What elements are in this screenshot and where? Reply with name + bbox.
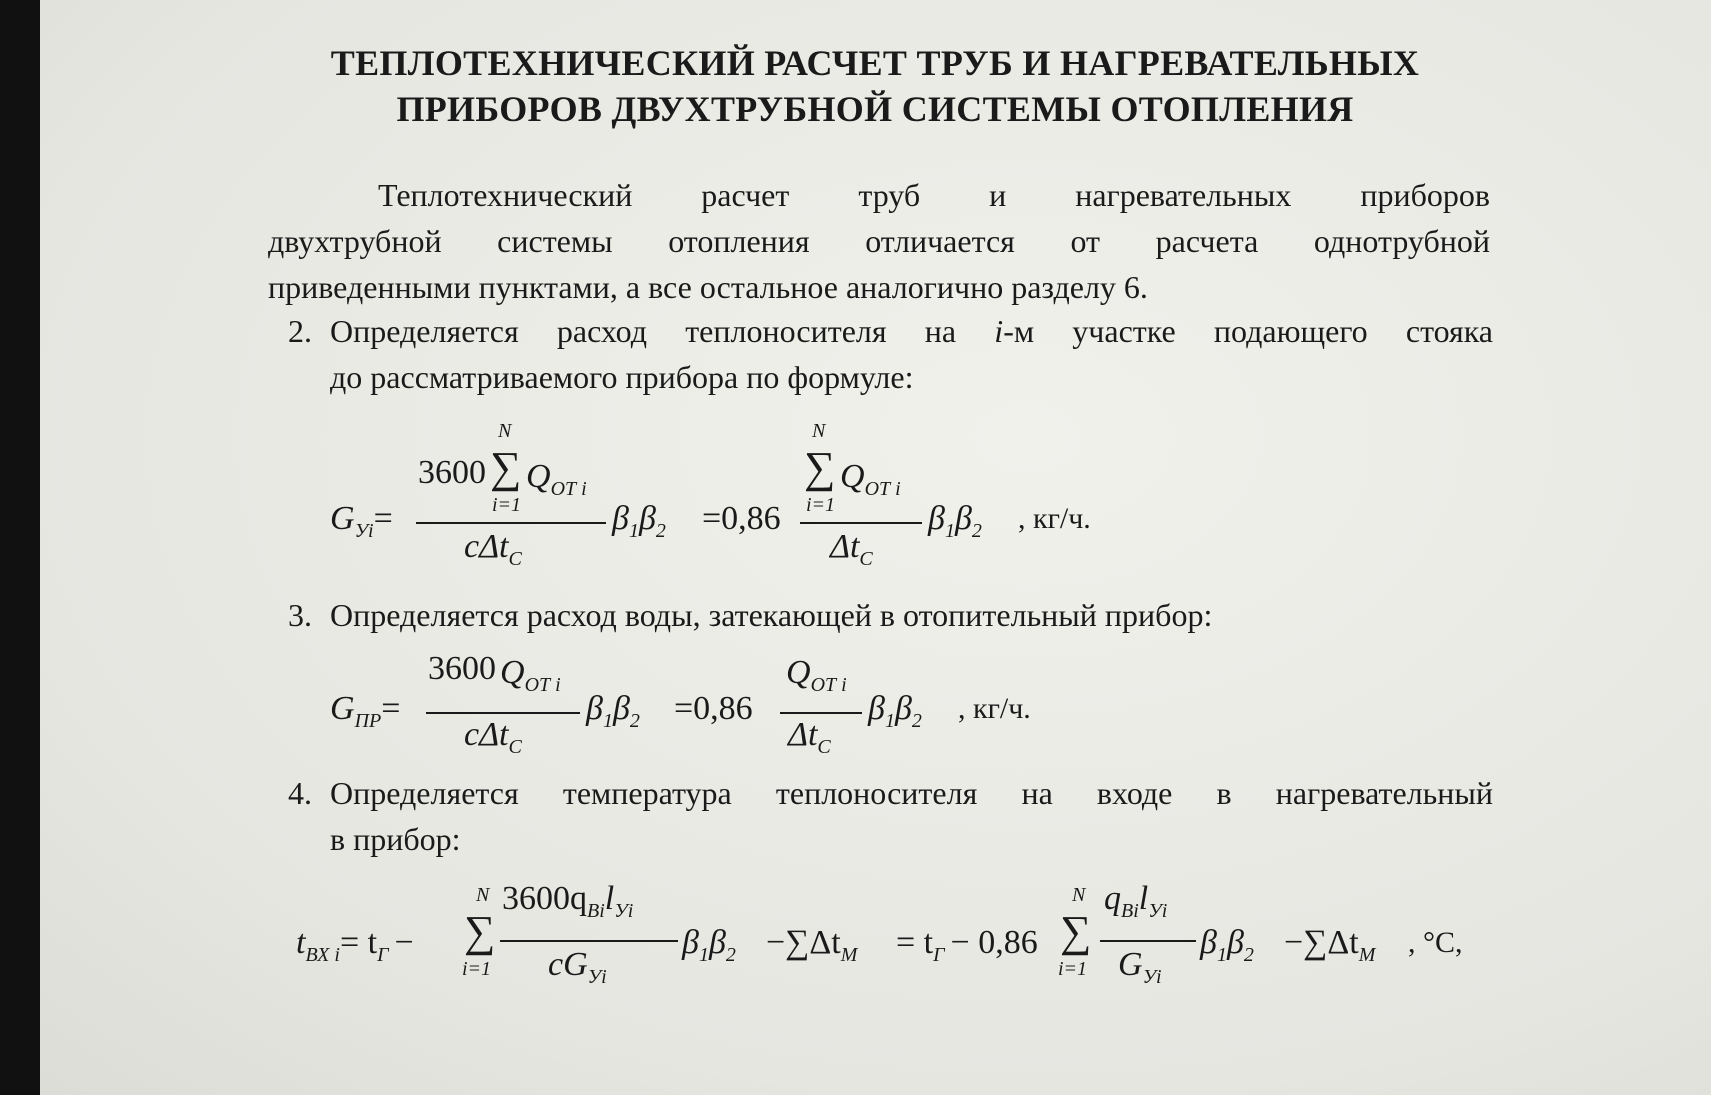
symbol: cG xyxy=(548,946,588,983)
minus: − xyxy=(394,924,414,961)
sum-upper-limit: N xyxy=(476,884,490,906)
subscript: C xyxy=(508,736,522,758)
symbol: β xyxy=(708,924,726,961)
symbol: l xyxy=(604,880,615,917)
subscript: C xyxy=(508,548,522,570)
symbol: β xyxy=(1200,924,1217,961)
fraction-bar xyxy=(800,522,922,524)
intro-paragraph xyxy=(268,172,1490,310)
formula-lhs xyxy=(296,924,414,966)
intro-line-1: Теплотехнический расчет труб и нагревательных приборов xyxy=(378,177,1490,213)
symbol: = t xyxy=(896,924,934,961)
symbol: β xyxy=(682,924,699,961)
scan-edge xyxy=(0,0,40,1095)
symbol: cΔt xyxy=(464,716,509,753)
numerator-q xyxy=(786,654,847,696)
symbol: β xyxy=(894,690,912,727)
subscript: ВХ i xyxy=(305,944,340,966)
formula-2 xyxy=(330,650,1050,770)
subscript: Уi xyxy=(614,900,634,922)
numerator xyxy=(502,880,634,922)
subscript: Вi xyxy=(587,900,605,922)
denominator xyxy=(464,716,522,758)
subscript: ОТ i xyxy=(550,478,587,500)
coefficient: =0,86 xyxy=(674,690,753,727)
symbol: l xyxy=(1138,880,1149,917)
subscript: M xyxy=(1358,944,1376,966)
symbol: G xyxy=(1118,946,1143,983)
fraction-bar xyxy=(500,940,678,942)
item-number: 2. xyxy=(288,313,312,349)
sum-symbol: ∑ xyxy=(464,907,496,956)
symbol: G xyxy=(330,500,355,537)
sum-delta-tm xyxy=(766,924,858,966)
beta-product xyxy=(868,690,922,732)
subscript: 1 xyxy=(944,520,955,542)
item-text-part: -м участке подающего стояка xyxy=(1003,313,1493,349)
beta-product xyxy=(612,500,666,542)
item-line-1 xyxy=(330,308,1493,354)
formula-lhs xyxy=(330,690,401,732)
symbol: 3600q xyxy=(502,880,587,917)
denominator xyxy=(788,716,831,758)
equals: = xyxy=(381,690,401,727)
subscript: 1 xyxy=(884,710,895,732)
sum-symbol: ∑ xyxy=(804,443,836,492)
denominator xyxy=(830,528,873,570)
fraction-bar xyxy=(416,522,606,524)
subscript: Г xyxy=(933,944,945,966)
subscript: Уi xyxy=(1142,966,1162,988)
numerator-q xyxy=(526,458,587,500)
item-number: 3. xyxy=(288,597,312,633)
coefficient: =0,86 xyxy=(702,500,781,537)
sum-lower-limit: i=1 xyxy=(806,494,836,516)
subscript: 2 xyxy=(725,944,736,966)
symbol: q xyxy=(1104,880,1121,917)
symbol: β xyxy=(612,500,629,537)
item-text xyxy=(330,308,1493,400)
symbol: β xyxy=(1226,924,1244,961)
beta-product xyxy=(1200,924,1254,966)
subscript: Уi xyxy=(587,966,607,988)
numerator-q xyxy=(500,654,561,696)
symbol: Δt xyxy=(830,528,860,565)
subscript: ОТ i xyxy=(810,674,847,696)
title-line-2: ПРИБОРОВ ДВУХТРУБНОЙ СИСТЕМЫ ОТОПЛЕНИЯ xyxy=(396,89,1354,129)
symbol: β xyxy=(868,690,885,727)
subscript: 2 xyxy=(655,520,666,542)
symbol: Δt xyxy=(788,716,818,753)
numerator-q xyxy=(840,458,901,500)
symbol: t xyxy=(296,924,306,961)
coefficient: 3600 xyxy=(418,454,486,491)
unit: , кг/ч. xyxy=(958,692,1031,725)
denominator xyxy=(548,946,607,988)
denominator xyxy=(464,528,522,570)
sum-symbol: ∑ xyxy=(490,443,522,492)
item-2 xyxy=(288,308,1493,408)
item-text: Определяется расход воды, затекающей в отопительный прибор: xyxy=(330,597,1213,633)
subscript: Уi xyxy=(354,520,374,542)
beta-product xyxy=(586,690,640,732)
intro-line-3: приведенными пунктами, а все остальное аналогично разделу 6. xyxy=(268,269,1148,305)
fraction-bar xyxy=(426,712,580,714)
subscript: 2 xyxy=(629,710,640,732)
sum-lower-limit: i=1 xyxy=(492,494,522,516)
sum-upper-limit: N xyxy=(498,420,512,442)
coefficient: − 0,86 xyxy=(950,924,1038,961)
symbol: Q xyxy=(526,458,551,495)
symbol: Q xyxy=(840,458,865,495)
item-3 xyxy=(288,592,1493,642)
numerator xyxy=(1104,880,1168,922)
symbol: Q xyxy=(500,654,525,691)
subscript: Г xyxy=(377,944,389,966)
symbol: −∑Δt xyxy=(1284,924,1359,961)
symbol: β xyxy=(612,690,630,727)
subscript: 1 xyxy=(628,520,639,542)
symbol: β xyxy=(638,500,656,537)
fraction-bar xyxy=(780,712,862,714)
item-text xyxy=(330,770,1493,862)
item-line-2: в прибор: xyxy=(330,821,461,857)
beta-product xyxy=(682,924,736,966)
formula-lhs xyxy=(330,500,393,542)
unit: , °C, xyxy=(1408,926,1463,959)
subscript: 2 xyxy=(1243,944,1254,966)
subscript: C xyxy=(817,736,831,758)
symbol: −∑Δt xyxy=(766,924,841,961)
title-line-1: ТЕПЛОТЕХНИЧЕСКИЙ РАСЧЕТ ТРУБ И НАГРЕВАТЕЛЬНЫХ xyxy=(330,43,1420,83)
item-text-italic: i xyxy=(994,313,1004,349)
subscript: 1 xyxy=(1216,944,1227,966)
fraction-bar xyxy=(1100,940,1196,942)
subscript: 2 xyxy=(911,710,922,732)
item-number: 4. xyxy=(288,775,312,811)
subscript: Вi xyxy=(1121,900,1139,922)
subscript: Уi xyxy=(1148,900,1168,922)
subscript: 2 xyxy=(971,520,982,542)
equals: = xyxy=(373,500,393,537)
coefficient: 3600 xyxy=(428,650,496,687)
beta-product xyxy=(928,500,982,542)
equals-tg xyxy=(896,924,1038,966)
formula-1 xyxy=(330,420,1150,590)
symbol: β xyxy=(586,690,603,727)
subscript: ПР xyxy=(354,710,382,732)
sum-symbol: ∑ xyxy=(1060,907,1092,956)
subscript: 1 xyxy=(602,710,613,732)
symbol: cΔt xyxy=(464,528,509,565)
item-text-part: Определяется расход теплоносителя на xyxy=(330,313,995,349)
item-line-1: Определяется температура теплоносителя на входе в нагревательный xyxy=(330,775,1493,811)
denominator xyxy=(1118,946,1162,988)
formula-3 xyxy=(296,880,1496,1030)
equals: = t xyxy=(339,924,378,961)
sum-lower-limit: i=1 xyxy=(1058,958,1088,980)
intro-line-2: двухтрубной системы отопления отличается от расчета однотрубной xyxy=(268,223,1490,259)
symbol: Q xyxy=(786,654,811,691)
symbol: β xyxy=(928,500,945,537)
subscript: ОТ i xyxy=(524,674,561,696)
sum-upper-limit: N xyxy=(812,420,826,442)
subscript: 1 xyxy=(698,944,709,966)
sum-lower-limit: i=1 xyxy=(462,958,492,980)
subscript: ОТ i xyxy=(864,478,901,500)
sum-delta-tm xyxy=(1284,924,1376,966)
unit: , кг/ч. xyxy=(1018,502,1091,535)
page-title xyxy=(300,40,1450,132)
subscript: M xyxy=(840,944,858,966)
subscript: C xyxy=(859,548,873,570)
item-line-2: до рассматриваемого прибора по формуле: xyxy=(330,359,914,395)
sum-upper-limit: N xyxy=(1072,884,1086,906)
symbol: G xyxy=(330,690,355,727)
item-4 xyxy=(288,770,1493,870)
symbol: β xyxy=(954,500,972,537)
